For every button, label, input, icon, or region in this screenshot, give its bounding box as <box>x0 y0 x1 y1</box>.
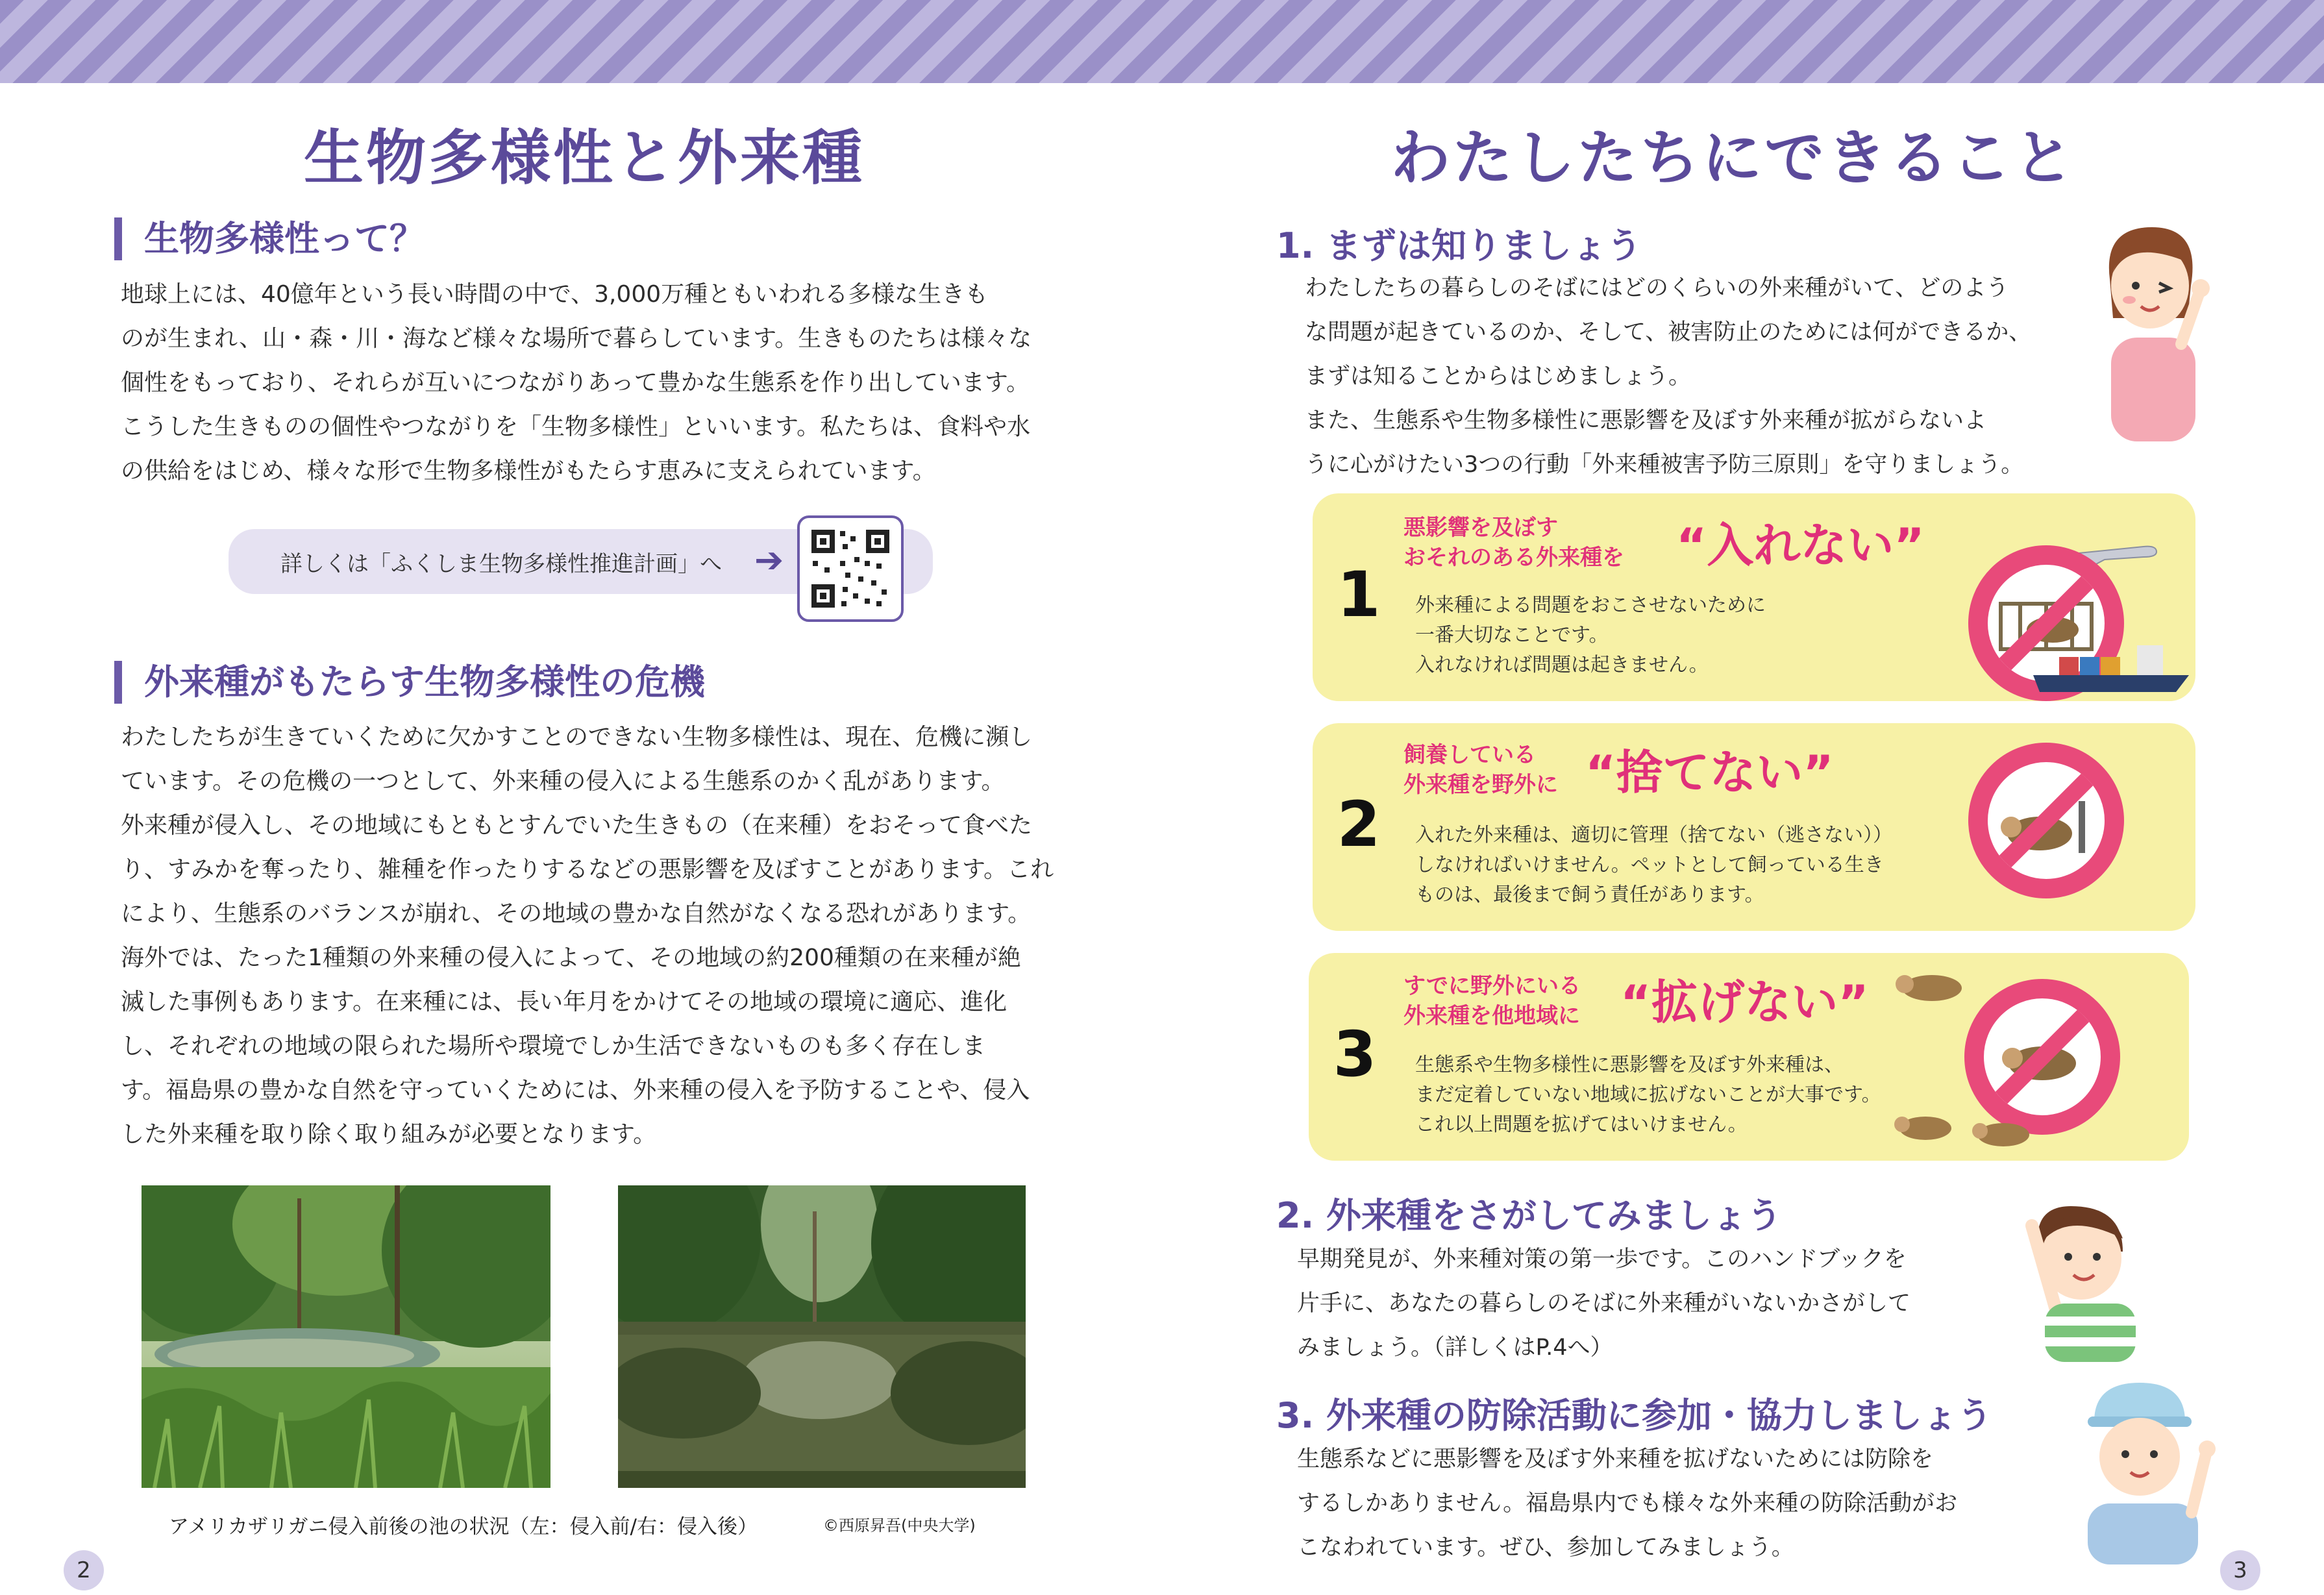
step3-body <box>1297 1437 2044 1570</box>
rule-subtitle <box>1403 513 1624 573</box>
rule-description-line: しなければいけません。ペットとして飼っている生き <box>1415 854 1884 876</box>
paragraph-line: うに心がけたい3つの行動「外来種被害予防三原則」を守りましょう。 <box>1305 452 2024 478</box>
paragraph-line: こなわれています。ぜひ、参加してみましょう。 <box>1297 1535 1794 1561</box>
paragraph-line: り、すみかを奪ったり、雑種を作ったりするなどの悪影響を及ぼすことがあります。これ <box>121 856 1054 883</box>
paragraph-line: ています。その危機の一つとして、外来種の侵入による生態系のかく乱があります。 <box>121 768 1005 795</box>
page-number-right: 3 <box>2220 1550 2260 1590</box>
rule-slogan: “入れない” <box>1676 518 1925 573</box>
rule-number: 3 <box>1333 1018 1377 1091</box>
paragraph-line: の供給をはじめ、様々な形で生物多様性がもたらす恵みに支えられています。 <box>121 458 936 484</box>
rule-description-line: 一番大切なことです。 <box>1415 624 1609 647</box>
rule-description <box>1415 591 1766 680</box>
step3-heading: 3. 外来種の防除活動に参加・協力しましょう <box>1276 1395 1992 1436</box>
paragraph-line: 早期発見が、外来種対策の第一歩です。このハンドブックを <box>1297 1246 1907 1272</box>
photo-credit: ©西原昇吾(中央大学) <box>823 1516 976 1535</box>
rule-box-1 <box>1313 493 2195 701</box>
qr-code-icon[interactable] <box>797 515 904 622</box>
no-dumping-sign-icon <box>1968 743 2124 898</box>
paragraph-line: のが生まれ、山・森・川・海など様々な場所で暮らしています。生きものたちは様々な <box>121 325 1032 352</box>
paragraph-line: また、生態系や生物多様性に悪影響を及ぼす外来種が拡がらないよ <box>1305 408 1987 434</box>
rule-subtitle-line: 悪影響を及ぼす <box>1403 515 1558 541</box>
section-heading-crisis: 外来種がもたらす生物多様性の危機 <box>114 661 705 704</box>
paragraph-line: 生態系などに悪影響を及ぼす外来種を拡げないためには防除を <box>1297 1446 1934 1472</box>
page-title-right: わたしたちにできること <box>1390 123 2076 193</box>
rule-description-line: ものは、最後まで飼う責任があります。 <box>1415 884 1764 906</box>
rule-subtitle-line: 外来種を野外に <box>1403 772 1558 798</box>
header-stripe-band <box>0 0 2324 83</box>
rule-subtitle <box>1403 971 1581 1031</box>
boy-searching-illustration <box>1993 1187 2149 1362</box>
paragraph-line: こうした生きものの個性やつながりを「生物多様性」といいます。私たちは、食料や水 <box>121 414 1031 440</box>
rule-subtitle-line: おそれのある外来種を <box>1403 545 1624 571</box>
paragraph-line: 外来種が侵入し、その地域にもともとすんでいた生きもの（在来種）をおそって食べた <box>121 812 1033 839</box>
rule-box-3 <box>1309 953 2189 1161</box>
raccoon-icon <box>1893 966 1971 1005</box>
rule-description <box>1415 821 1892 910</box>
rule-number: 2 <box>1337 788 1381 861</box>
paragraph-line: 滅した事例もあります。在来種には、長い年月をかけてその地域の環境に適応、進化 <box>121 989 1007 1015</box>
paragraph-line: し、それぞれの地域の限られた場所や環境でしか生活できないものも多く存在しま <box>121 1033 986 1059</box>
paragraph-line: 片手に、あなたの暮らしのそばに外来種がいないかさがして <box>1297 1291 1911 1317</box>
rule-description <box>1415 1050 1881 1140</box>
photo-pond-after <box>618 1185 1026 1488</box>
paragraph-line: した外来種を取り除く取り組みが必要となります。 <box>121 1121 657 1148</box>
page-number-left: 2 <box>64 1550 104 1590</box>
paragraph-line: 海外では、たった1種類の外来種の侵入によって、その地域の約200種類の在来種が絶 <box>121 945 1021 971</box>
rule-subtitle-line: すでに野外にいる <box>1403 973 1581 999</box>
page-title-left: 生物多様性と外来種 <box>303 123 865 193</box>
step2-heading: 2. 外来種をさがしてみましょう <box>1276 1195 1782 1236</box>
rule-subtitle-line: 外来種を他地域に <box>1403 1003 1580 1029</box>
rule-description-line: 生態系や生物多様性に悪影響を及ぼす外来種は、 <box>1415 1054 1844 1076</box>
girl-pointing-illustration <box>2084 221 2214 441</box>
paragraph-line: により、生態系のバランスが崩れ、その地域の豊かな自然がなくなる恐れがあります。 <box>121 900 1032 927</box>
worker-pointing-illustration <box>2068 1376 2218 1564</box>
paragraph-line: わたしたちが生きていくために欠かすことのできない生物多様性は、現在、危機に瀕し <box>121 724 1033 750</box>
rule-description-line: これ以上問題を拡げてはいけません。 <box>1415 1113 1748 1136</box>
paragraph-line: な問題が起きているのか、そして、被害防止のためには何ができるか、 <box>1305 319 2032 345</box>
section-body-biodiversity <box>121 273 1094 493</box>
raccoon-group-icon <box>1893 1102 2049 1154</box>
section-body-crisis <box>121 715 1107 1157</box>
cargo-ship-icon <box>2033 630 2189 695</box>
rule-number: 1 <box>1337 558 1381 631</box>
step2-body <box>1297 1237 2011 1370</box>
rule-subtitle <box>1403 740 1558 800</box>
step1-body <box>1305 266 2084 487</box>
rule-box-2 <box>1313 723 2195 931</box>
paragraph-line: 地球上には、40億年という長い時間の中で、3,000万種ともいわれる多様な生きも <box>121 281 989 308</box>
rule-slogan: “拡げない” <box>1620 975 1869 1030</box>
section-heading-biodiversity: 生物多様性って？ <box>114 217 425 260</box>
rule-subtitle-line: 飼養している <box>1403 742 1536 768</box>
rule-description-line: 外来種による問題をおこさせないために <box>1415 594 1766 617</box>
photo-caption: アメリカザリガニ侵入前後の池の状況（左：侵入前/右：侵入後） <box>169 1515 758 1539</box>
paragraph-line: す。福島県の豊かな自然を守っていくためには、外来種の侵入を予防することや、侵入 <box>121 1077 1030 1104</box>
rule-description-line: 入れなければ問題は起きません。 <box>1415 654 1709 676</box>
plan-link-label: 詳しくは「ふくしま生物多様性推進計画」へ <box>280 551 722 577</box>
paragraph-line: わたしたちの暮らしのそばにはどのくらいの外来種がいて、どのよう <box>1305 275 2009 301</box>
paragraph-line: 個性をもっており、それらが互いにつながりあって豊かな生態系を作り出しています。 <box>121 369 1030 396</box>
paragraph-line: するしかありません。福島県内でも様々な外来種の防除活動がお <box>1297 1490 1958 1516</box>
rule-description-line: まだ定着していない地域に拡げないことが大事です。 <box>1415 1083 1881 1106</box>
paragraph-line: みましょう。（詳しくはP.4へ） <box>1297 1335 1613 1361</box>
paragraph-line: まずは知ることからはじめましょう。 <box>1305 364 1692 389</box>
arrow-right-icon: ➔ <box>754 539 784 580</box>
step1-heading: 1. まずは知りましょう <box>1276 225 1642 266</box>
photo-pond-before <box>142 1185 550 1488</box>
rule-description-line: 入れた外来種は、適切に管理（捨てない（逃さない）） <box>1415 824 1892 847</box>
rule-slogan: “捨てない” <box>1585 745 1834 800</box>
